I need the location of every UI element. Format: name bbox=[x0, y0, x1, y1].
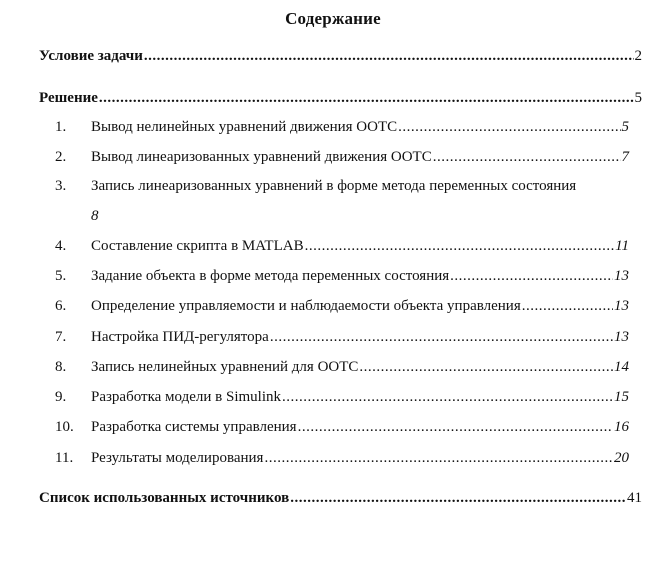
dot-leader bbox=[450, 267, 613, 285]
dot-leader bbox=[298, 418, 613, 436]
toc-item-3[interactable] bbox=[55, 177, 663, 224]
toc-item-label: Запись линеаризованных уравнений в форме метода переменных состояния bbox=[91, 178, 577, 194]
dot-leader bbox=[398, 118, 620, 136]
dot-leader bbox=[282, 388, 613, 406]
toc-item-number: 9. bbox=[55, 389, 67, 405]
toc-page-number: 2 bbox=[634, 48, 642, 64]
toc-item-label: Разработка системы управления bbox=[91, 419, 297, 435]
toc-item-label: Результаты моделирования bbox=[91, 450, 264, 466]
toc-page-number: 5 bbox=[621, 119, 629, 135]
toc-item-10[interactable] bbox=[55, 418, 629, 436]
toc-item-label: Определение управляемости и наблюдаемости объекта управления bbox=[91, 298, 521, 314]
toc-entry-label: Условие задачи bbox=[39, 48, 143, 64]
toc-page-number: 13 bbox=[614, 298, 629, 314]
toc-item-6[interactable] bbox=[55, 297, 629, 315]
toc-entry-solution[interactable] bbox=[39, 89, 642, 107]
dot-leader bbox=[144, 47, 634, 65]
toc-item-4[interactable] bbox=[55, 237, 629, 255]
toc-item-number: 7. bbox=[55, 329, 67, 345]
toc-page-number: 5 bbox=[634, 90, 642, 106]
dot-leader bbox=[359, 358, 613, 376]
toc-item-number: 2. bbox=[55, 149, 67, 165]
dot-leader bbox=[305, 237, 615, 255]
toc-item-number: 8. bbox=[55, 359, 67, 375]
toc-item-11[interactable] bbox=[55, 449, 629, 467]
toc-item-number: 5. bbox=[55, 268, 67, 284]
dot-leader bbox=[522, 297, 613, 315]
toc-item-1[interactable] bbox=[55, 118, 629, 136]
toc-item-label: Настройка ПИД-регулятора bbox=[91, 329, 269, 345]
toc-item-7[interactable] bbox=[55, 328, 629, 346]
toc-item-number: 3. bbox=[55, 178, 67, 194]
dot-leader bbox=[270, 328, 613, 346]
dot-leader bbox=[433, 148, 621, 166]
toc-entry-sources[interactable] bbox=[39, 489, 642, 507]
toc-page-number: 8 bbox=[91, 208, 99, 224]
toc-page-number: 13 bbox=[614, 329, 629, 345]
toc-item-number: 1. bbox=[55, 119, 67, 135]
toc-item-2[interactable] bbox=[55, 148, 629, 166]
toc-entry-label: Список использованных источников bbox=[39, 490, 290, 506]
toc-page-number: 11 bbox=[615, 238, 629, 254]
toc-item-label: Вывод линеаризованных уравнений движения ООТС bbox=[91, 149, 432, 165]
toc-item-number: 6. bbox=[55, 298, 67, 314]
page-title: Содержание bbox=[285, 9, 381, 28]
toc-item-9[interactable] bbox=[55, 388, 629, 406]
toc-item-label: Вывод нелинейных уравнений движения ООТС bbox=[91, 119, 398, 135]
toc-entry-label: Решение bbox=[39, 90, 98, 106]
toc-item-number: 4. bbox=[55, 238, 67, 254]
toc-page-number: 16 bbox=[614, 419, 629, 435]
toc-item-label: Запись нелинейных уравнений для ООТС bbox=[91, 359, 359, 375]
dot-leader bbox=[290, 489, 626, 507]
toc-page-number: 41 bbox=[627, 490, 642, 506]
toc-item-label: Составление скрипта в MATLAB bbox=[91, 238, 304, 254]
toc-item-5[interactable] bbox=[55, 267, 629, 285]
toc-page-number: 7 bbox=[621, 149, 629, 165]
toc-item-label: Задание объекта в форме метода переменных состояния bbox=[91, 268, 450, 284]
toc-page-number: 13 bbox=[614, 268, 629, 284]
toc-item-number: 11. bbox=[55, 450, 74, 466]
toc-item-label: Разработка модели в Simulink bbox=[91, 389, 281, 405]
toc-item-8[interactable] bbox=[55, 358, 629, 376]
dot-leader bbox=[99, 89, 634, 107]
toc-page-number: 20 bbox=[614, 450, 629, 466]
toc-page-number: 15 bbox=[614, 389, 629, 405]
dot-leader bbox=[264, 449, 613, 467]
toc-item-number: 10. bbox=[55, 419, 74, 435]
toc-page-number: 14 bbox=[614, 359, 629, 375]
toc-entry-condition[interactable] bbox=[39, 47, 642, 65]
